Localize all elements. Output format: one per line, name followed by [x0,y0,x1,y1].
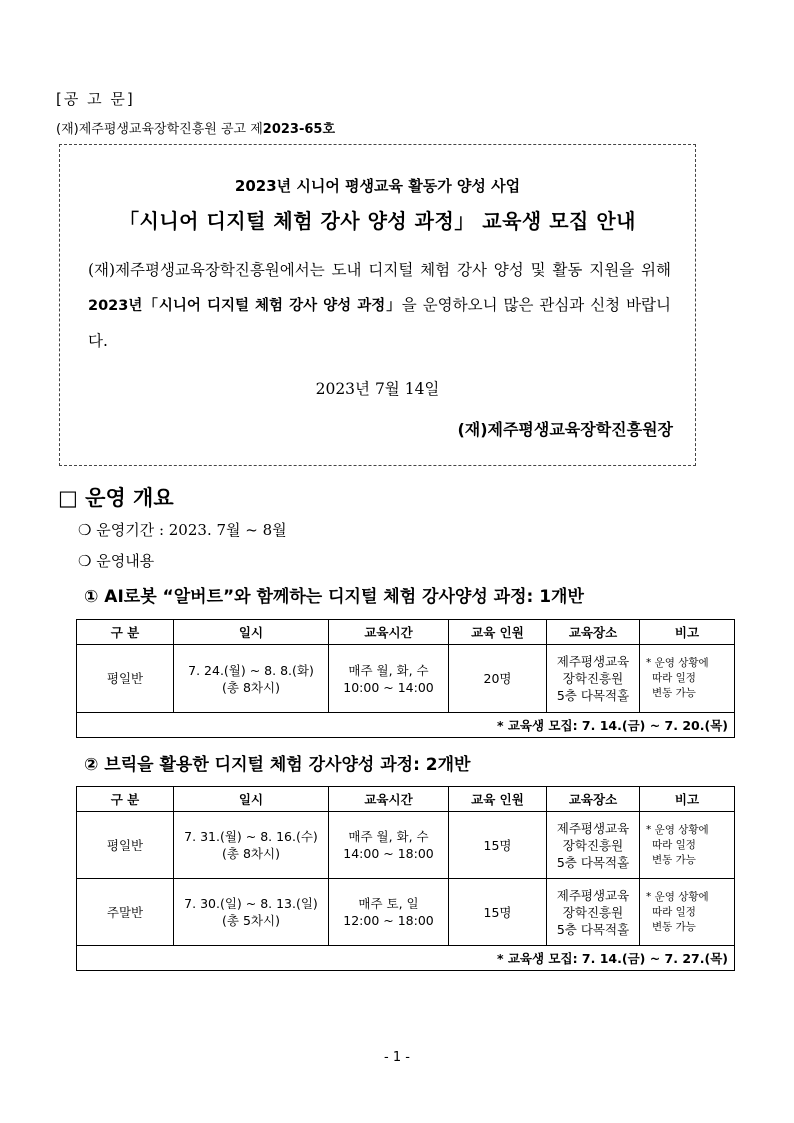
section-title: □ 운영 개요 [58,486,174,510]
time-line: 12:00 ~ 18:00 [343,913,434,928]
class-time [329,645,449,713]
note-line: 따라 일정 [652,838,696,851]
bullet-content: ❍ 운영내용 [78,552,155,570]
table-footer-row [77,713,735,738]
place-line: 제주평생교육 [556,887,630,903]
date-line: 7. 31.(월) ~ 8. 16.(수) [184,829,318,844]
announcement-subtitle: 2023년 시니어 평생교육 활동가 양성 사업 [234,177,521,195]
class-people: 15명 [449,879,547,946]
table-header-row [77,787,735,812]
note-line: 변동 가능 [652,687,696,699]
class-note [640,645,735,713]
announcement-title: 「시니어 디지털 체험 강사 양성 과정」 교육생 모집 안내 [119,209,636,233]
bullet-period: ❍ 운영기간 : 2023. 7월 ~ 8월 [78,521,287,539]
note-line: 변동 가능 [652,853,696,866]
class-people: 20명 [449,645,547,713]
col-header: 비고 [640,787,735,812]
date-line: 7. 24.(월) ~ 8. 8.(화) [188,662,314,678]
place-line: 장학진흥원 [562,904,624,920]
time-line: 10:00 ~ 14:00 [343,679,434,695]
col-header: 구 분 [77,620,174,645]
class-date [174,645,329,713]
col-header: 교육시간 [329,620,449,645]
col-header: 교육 인원 [449,787,547,812]
class-place [547,812,640,879]
date-line: (총 8차시) [222,846,280,861]
class-time [329,812,449,879]
col-header: 비고 [640,620,735,645]
course1-table [76,619,735,738]
announcement-date: 2023년 7월 14일 [315,380,440,398]
col-header: 일시 [174,620,329,645]
date-line: 7. 30.(일) ~ 8. 13.(일) [184,896,318,911]
place-line: 제주평생교육 [556,820,630,836]
table-row [77,812,735,879]
table-row [77,879,735,946]
page-number: - 1 - [384,1050,410,1065]
class-place [547,645,640,713]
recruit-period: * 교육생 모집: 7. 14.(금) ~ 7. 27.(목) [77,946,735,971]
recruit-period: * 교육생 모집: 7. 14.(금) ~ 7. 20.(목) [77,713,735,738]
course1-title: ① AI로봇 “알버트”와 함께하는 디지털 체험 강사양성 과정: 1개반 [84,587,584,607]
announcement-body [88,253,671,359]
note-line: * 운영 상황에 [646,823,709,836]
class-place [547,879,640,946]
table-footer-row [77,946,735,971]
notice-number-value: 2023-65호 [262,122,336,137]
class-date [174,879,329,946]
body-part2: 을 운영하오니 많은 관심과 신청 바랍니다. [88,296,671,350]
place-line: 장학진흥원 [562,837,624,853]
date-line: (총 8차시) [222,679,280,695]
table-row [77,645,735,713]
class-type: 평일반 [77,812,174,879]
time-line: 매주 토, 일 [358,896,419,911]
announcement-box [59,144,696,466]
course2-title: ② 브릭을 활용한 디지털 체험 강사양성 과정: 2개반 [84,755,471,775]
date-line: (총 5차시) [222,913,280,928]
note-line: * 운영 상황에 [646,657,709,669]
notice-number [56,118,335,137]
col-header: 교육장소 [547,620,640,645]
body-part1: (재)제주평생교육장학진흥원에서는 도내 디지털 체험 강사 양성 및 활동 지원을 위해 [88,261,671,279]
course2-table [76,786,735,971]
col-header: 교육장소 [547,787,640,812]
table-header-row [77,620,735,645]
class-date [174,812,329,879]
note-line: 따라 일정 [652,905,696,918]
place-line: 5층 다목적홀 [556,854,630,870]
col-header: 교육 인원 [449,620,547,645]
time-line: 14:00 ~ 18:00 [343,846,434,861]
class-people: 15명 [449,812,547,879]
note-line: * 운영 상황에 [646,890,709,903]
col-header: 일시 [174,787,329,812]
place-line: 5층 다목적홀 [556,688,630,703]
place-line: 제주평생교육 [556,654,630,669]
place-line: 장학진흥원 [562,671,624,686]
note-line: 변동 가능 [652,920,696,933]
col-header: 교육시간 [329,787,449,812]
col-header: 구 분 [77,787,174,812]
time-line: 매주 월, 화, 수 [348,662,429,678]
class-note [640,879,735,946]
class-note [640,812,735,879]
class-time [329,879,449,946]
place-line: 5층 다목적홀 [556,921,630,937]
class-type: 평일반 [77,645,174,713]
time-line: 매주 월, 화, 수 [348,829,429,844]
note-line: 따라 일정 [652,672,696,684]
body-bold: 2023년「시니어 디지털 체험 강사 양성 과정」 [88,298,402,314]
header-label: [공 고 문] [56,90,135,108]
announcement-signature: (재)제주평생교육장학진흥원장 [457,420,673,439]
class-type: 주말반 [77,879,174,946]
notice-prefix: (재)제주평생교육장학진흥원 공고 제 [56,122,263,137]
